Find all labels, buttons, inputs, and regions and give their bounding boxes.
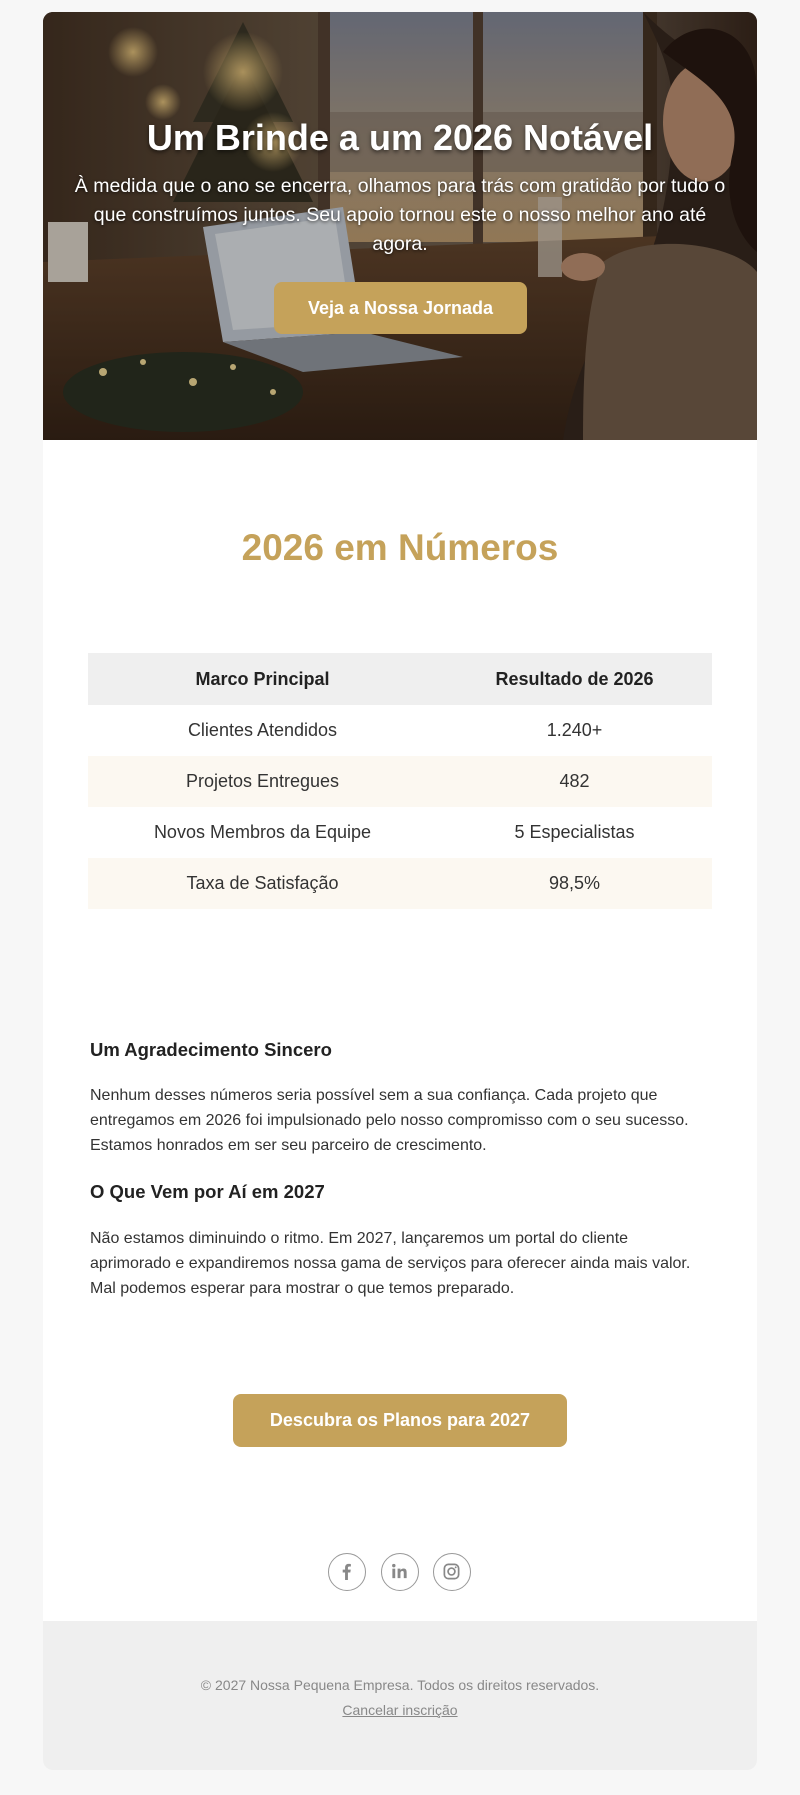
unsubscribe-link[interactable]: Cancelar inscrição — [342, 1702, 458, 1718]
table-cell-label: Novos Membros da Equipe — [153, 822, 372, 842]
table-row — [88, 705, 712, 756]
instagram-link[interactable] — [433, 1553, 471, 1591]
footer — [43, 1621, 757, 1770]
next-year-heading: O Que Vem por Aí em 2027 — [90, 1181, 325, 1202]
linkedin-link[interactable] — [381, 1553, 419, 1591]
table-row — [88, 807, 712, 858]
stats-header-result: Resultado de 2026 — [437, 653, 712, 705]
linkedin-icon — [390, 1562, 409, 1581]
facebook-icon — [337, 1562, 356, 1581]
hero-title: Um Brinde a um 2026 Notável — [146, 117, 654, 158]
hero-banner — [43, 12, 757, 440]
table-cell-label: Clientes Atendidos — [187, 720, 338, 740]
stats-table — [88, 653, 712, 909]
footer-copyright: © 2027 Nossa Pequena Empresa. Todos os direitos reservados. — [200, 1677, 600, 1693]
stats-header-milestone: Marco Principal — [88, 653, 437, 705]
thanks-heading: Um Agradecimento Sincero — [90, 1039, 332, 1060]
table-cell-label: Projetos Entregues — [88, 756, 437, 807]
email-container — [43, 12, 757, 1770]
table-row — [88, 756, 712, 807]
hero-text: À medida que o ano se encerra, olhamos para trás com gratidão por tudo o que construímos juntos. Seu apoio tornou este o nosso melhor ano até agora. — [74, 175, 726, 255]
thanks-text: Nenhum desses números seria possível sem a sua confiança. Cada projeto que entregamos em 2026 foi impulsionado pelo nosso compromisso com o seu sucesso. Estamos honrados em ser seu parceiro de crescimento. — [90, 1087, 689, 1154]
table-cell-value: 1.240+ — [546, 720, 603, 740]
stats-table-header-row — [88, 653, 712, 705]
facebook-link[interactable] — [328, 1553, 366, 1591]
table-cell-label: Taxa de Satisfação — [88, 858, 437, 909]
instagram-icon — [442, 1562, 461, 1581]
table-cell-value: 5 Especialistas — [514, 822, 635, 842]
stats-title: 2026 em Números — [241, 527, 559, 568]
journey-button[interactable]: Veja a Nossa Jornada — [274, 282, 527, 334]
table-cell-value: 98,5% — [437, 858, 712, 909]
discover-plans-button[interactable]: Descubra os Planos para 2027 — [233, 1394, 567, 1447]
unsubscribe-row — [43, 1701, 757, 1719]
table-row — [88, 858, 712, 909]
table-cell-value: 482 — [437, 756, 712, 807]
next-year-text: Não estamos diminuindo o ritmo. Em 2027, lançaremos um portal do cliente aprimorado e expandiremos nossa gama de serviços para oferecer ainda mais valor. Mal podemos esperar para mostrar o que temos preparado. — [90, 1230, 691, 1297]
